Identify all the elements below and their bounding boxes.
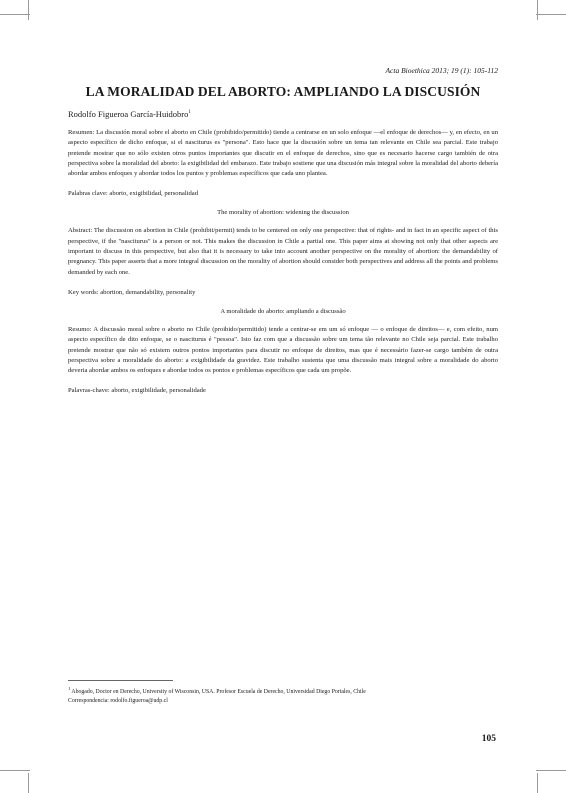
- crop-mark: [28, 0, 29, 20]
- abstract-label: Resumo:: [68, 325, 92, 333]
- abstract-spanish: [68, 128, 498, 179]
- crop-mark: [536, 770, 566, 771]
- footnote-rule: [68, 680, 173, 681]
- crop-mark: [537, 0, 538, 20]
- abstract-label: Abstract:: [68, 227, 93, 235]
- abstract-label: Resumen:: [68, 129, 95, 136]
- crop-mark: [536, 14, 566, 15]
- crop-mark: [537, 773, 538, 793]
- abstract-text: A discussão moral sobre o aborto no Chile (proibido/permitido) tende a centrar-se em um só enfoque — o enfoque de direitos— e, com efeito, num aspecto específico de dito enfoque, se o nasciturus é "pessoa". Isto faz com que a discussão sobre um tema tão relevante no Chile seja parcial. Este trabalho pretende mostrar que não só existem outros pontos importantes para discutir no enfoque de direitos, mas que é necessário fazer-se cargo também de outra perspectiva sobre a moralidade do aborto: a exigibilidade da gravidez. Este trabalho sustenta que uma discussão mais integral sobre a moralidade do aborto deveria abordar ambos os enfoques e abordar todos os pontos e problemas específicos que cada um propõe.: [68, 325, 498, 375]
- keywords-english: [68, 289, 498, 296]
- footnote-affiliation: Abogado, Doctor en Derecho, University of Wisconsin, USA. Profesor Escuela de Derecho, Universidad Diego Portales, Chile: [71, 688, 366, 695]
- abstract-portuguese: [68, 325, 498, 376]
- author-line: [68, 109, 498, 119]
- keywords-text: aborto, exigibilidade, personalidade: [111, 387, 206, 395]
- keywords-portuguese: [68, 387, 498, 394]
- crop-mark: [0, 14, 30, 15]
- abstract-text: La discusión moral sobre el aborto en Chile (prohibido/permitido) tiende a centrarse en un solo enfoque —el enfoque de derechos— y, en efecto, en un aspecto específico de dicho enfoque, si el nasciturus es "persona". Esto hace que la discusión sobre un tema tan relevante en Chile sea parcial. Este trabajo pretende mostrar que no sólo existen otros puntos importantes que discutir en el enfoque de derechos, sino que es necesario hacerse cargo también de otra perspectiva sobre la moralidad del aborto: la exigibilidad del embarazo. Este trabajo sostiene que una discusión más integral sobre la moralidad del aborto debería abordar ambos enfoques y abordar todos los puntos y problemas específicos que cada uno plantea.: [68, 129, 498, 178]
- abstract-english: [68, 226, 498, 277]
- article-page: [68, 66, 498, 406]
- journal-header: Acta Bioethica 2013; 19 (1): 105-112: [385, 66, 498, 75]
- keywords-label: Key words:: [68, 288, 99, 296]
- english-title: The morality of abortion: widening the discussion: [217, 209, 349, 217]
- keywords-label: Palavras-chave:: [68, 387, 110, 395]
- keywords-text: aborto, exigibilidad, personalidad: [109, 190, 199, 198]
- article-title: LA MORALIDAD DEL ABORTO: AMPLIANDO LA DISCUSIÓN: [85, 84, 481, 99]
- keywords-spanish: [68, 190, 498, 197]
- abstract-text: The discussion on abortion in Chile (prohibit/permit) tends to be centered on only one perspective: that of rights- and in fact in an specific aspect of this perspective, if the "nasciturus" is a person or not. This makes the discussion in Chile a partial one. This paper aims at showing not only that other aspects are important to discuss in this perspective, but also that it is necessary to take into account another perspective on the morality of abortion: the demandability of pregnancy. This paper asserts that a more integral discussion on the morality of abortion should consider both perspectives and address all the points and problems demanded by each one.: [68, 227, 498, 276]
- footnote-contact: Correspondencia: rodolfo.figueroa@udp.cl: [68, 697, 168, 704]
- page-number: 105: [481, 734, 496, 744]
- footnote: [68, 684, 498, 706]
- portuguese-title: A moralidade do aborto: ampliando a discussão: [220, 307, 346, 315]
- author-footnote-mark: 1: [188, 110, 191, 116]
- author-name: Rodolfo Figueroa García-Huidobro: [68, 109, 189, 119]
- footnote-mark: 1: [68, 686, 71, 691]
- keywords-text: abortion, demandability, personality: [100, 288, 196, 296]
- keywords-label: Palabras clave:: [68, 190, 108, 198]
- crop-mark: [28, 773, 29, 793]
- footnote-line: [68, 684, 498, 697]
- crop-mark: [0, 770, 30, 771]
